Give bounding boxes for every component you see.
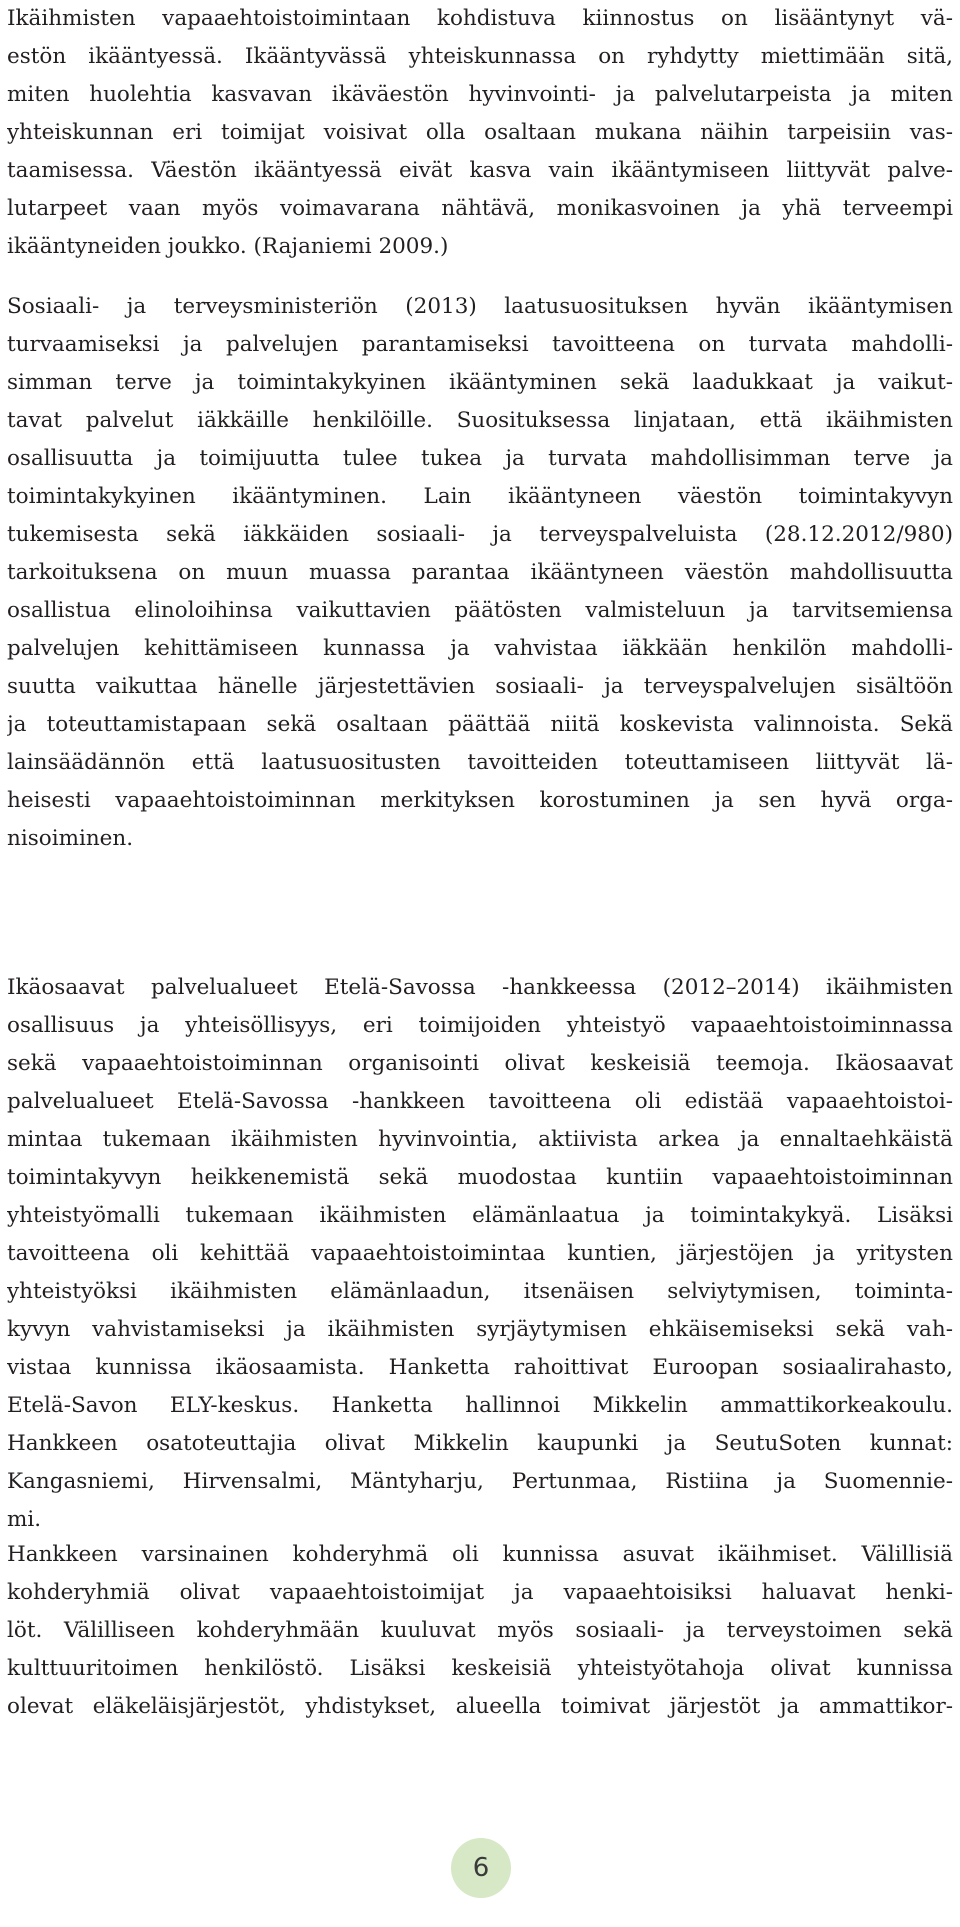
text-line: tavoitteena oli kehittää vapaaehtoistoimintaa kuntien, järjestöjen ja yritysten [7, 1241, 953, 1266]
text-line: suutta vaikuttaa hänelle järjestettävien sosiaali- ja terveyspalvelujen sisältöön [7, 674, 953, 699]
text-line: miten huolehtia kasvavan ikäväestön hyvinvointi- ja palvelutarpeista ja miten [7, 82, 953, 107]
paragraph-4 [7, 1536, 953, 1726]
text-line: Hankkeen osatoteuttajia olivat Mikkelin kaupunki ja SeutuSoten kunnat: [7, 1431, 953, 1456]
text-line: lainsäädännön että laatusuositusten tavoitteiden toteuttamiseen liittyvät lä- [7, 750, 953, 775]
text-line: ikääntyneiden joukko. (Rajaniemi 2009.) [7, 234, 449, 259]
text-line: heisesti vapaaehtoistoiminnan merkityksen korostuminen ja sen hyvä orga- [7, 788, 953, 813]
text-line: Etelä-Savon ELY-keskus. Hanketta hallinnoi Mikkelin ammattikorkeakoulu. [7, 1393, 953, 1418]
text-line: löt. Välilliseen kohderyhmään kuuluvat myös sosiaali- ja terveystoimen sekä [7, 1618, 953, 1643]
text-line: taamisessa. Väestön ikääntyessä eivät kasva vain ikääntymiseen liittyvät palve- [7, 158, 953, 183]
text-line: tarkoituksena on muun muassa parantaa ikääntyneen väestön mahdollisuutta [7, 560, 953, 585]
paragraph-1 [7, 0, 953, 266]
text-line: yhteistyömalli tukemaan ikäihmisten elämänlaatua ja toimintakykyä. Lisäksi [7, 1203, 953, 1228]
text-line: yhteiskunnan eri toimijat voisivat olla osaltaan mukana näihin tarpeisiin vas- [7, 120, 953, 145]
text-line: yhteistyöksi ikäihmisten elämänlaadun, itsenäisen selviytymisen, toiminta- [7, 1279, 953, 1304]
text-line: palvelujen kehittämiseen kunnassa ja vahvistaa iäkkään henkilön mahdolli- [7, 636, 953, 661]
text-line: mintaa tukemaan ikäihmisten hyvinvointia, aktiivista arkea ja ennaltaehkäistä [7, 1127, 953, 1152]
text-line: osallistua elinoloihinsa vaikuttavien päätösten valmisteluun ja tarvitsemiensa [7, 598, 953, 623]
text-line: estön ikääntyessä. Ikääntyvässä yhteiskunnassa on ryhdytty miettimään sitä, [7, 44, 953, 69]
text-line: kohderyhmiä olivat vapaaehtoistoimijat ja vapaaehtoisiksi haluavat henki- [7, 1580, 953, 1605]
text-line: osallisuus ja yhteisöllisyys, eri toimijoiden yhteistyö vapaaehtoistoiminnassa [7, 1013, 953, 1038]
text-line: vistaa kunnissa ikäosaamista. Hanketta rahoittivat Euroopan sosiaalirahasto, [7, 1355, 953, 1380]
text-line: osallisuutta ja toimijuutta tulee tukea ja turvata mahdollisimman terve ja [7, 446, 953, 471]
paragraph-3 [7, 969, 953, 1539]
text-line: tukemisesta sekä iäkkäiden sosiaali- ja terveyspalveluista (28.12.2012/980) [7, 522, 953, 547]
text-line: kyvyn vahvistamiseksi ja ikäihmisten syrjäytymisen ehkäisemiseksi sekä vah- [7, 1317, 953, 1342]
page-number-badge [451, 1838, 511, 1898]
text-line: Ikäihmisten vapaaehtoistoimintaan kohdistuva kiinnostus on lisääntynyt vä- [7, 6, 953, 31]
text-line: olevat eläkeläisjärjestöt, yhdistykset, alueella toimivat järjestöt ja ammattikor- [7, 1694, 953, 1719]
text-line: simman terve ja toimintakykyinen ikääntyminen sekä laadukkaat ja vaikut- [7, 370, 953, 395]
text-line: nisoiminen. [7, 826, 134, 851]
text-line: Kangasniemi, Hirvensalmi, Mäntyharju, Pertunmaa, Ristiina ja Suomennie- [7, 1469, 953, 1494]
text-line: kulttuuritoimen henkilöstö. Lisäksi keskeisiä yhteistyötahoja olivat kunnissa [7, 1656, 953, 1681]
text-line: ja toteuttamistapaan sekä osaltaan päättää niitä koskevista valinnoista. Sekä [7, 712, 953, 737]
text-line: Hankkeen varsinainen kohderyhmä oli kunnissa asuvat ikäihmiset. Välillisiä [7, 1542, 953, 1567]
text-line: toimintakykyinen ikääntyminen. Lain ikääntyneen väestön toimintakyvyn [7, 484, 953, 509]
text-line: lutarpeet vaan myös voimavarana nähtävä, monikasvoinen ja yhä terveempi [7, 196, 953, 221]
text-line: toimintakyvyn heikkenemistä sekä muodostaa kuntiin vapaaehtoistoiminnan [7, 1165, 953, 1190]
text-line: Sosiaali- ja terveysministeriön (2013) laatusuosituksen hyvän ikääntymisen [7, 294, 953, 319]
text-line: Ikäosaavat palvelualueet Etelä-Savossa -hankkeessa (2012–2014) ikäihmisten [7, 975, 953, 1000]
text-line: palvelualueet Etelä-Savossa -hankkeen tavoitteena oli edistää vapaaehtoistoi- [7, 1089, 953, 1114]
text-line: mi. [7, 1507, 42, 1532]
page-number: 6 [472, 1853, 490, 1883]
paragraph-2 [7, 288, 953, 858]
text-line: tavat palvelut iäkkäille henkilöille. Suosituksessa linjataan, että ikäihmisten [7, 408, 953, 433]
text-line: sekä vapaaehtoistoiminnan organisointi olivat keskeisiä teemoja. Ikäosaavat [7, 1051, 953, 1076]
text-line: turvaamiseksi ja palvelujen parantamiseksi tavoitteena on turvata mahdolli- [7, 332, 953, 357]
